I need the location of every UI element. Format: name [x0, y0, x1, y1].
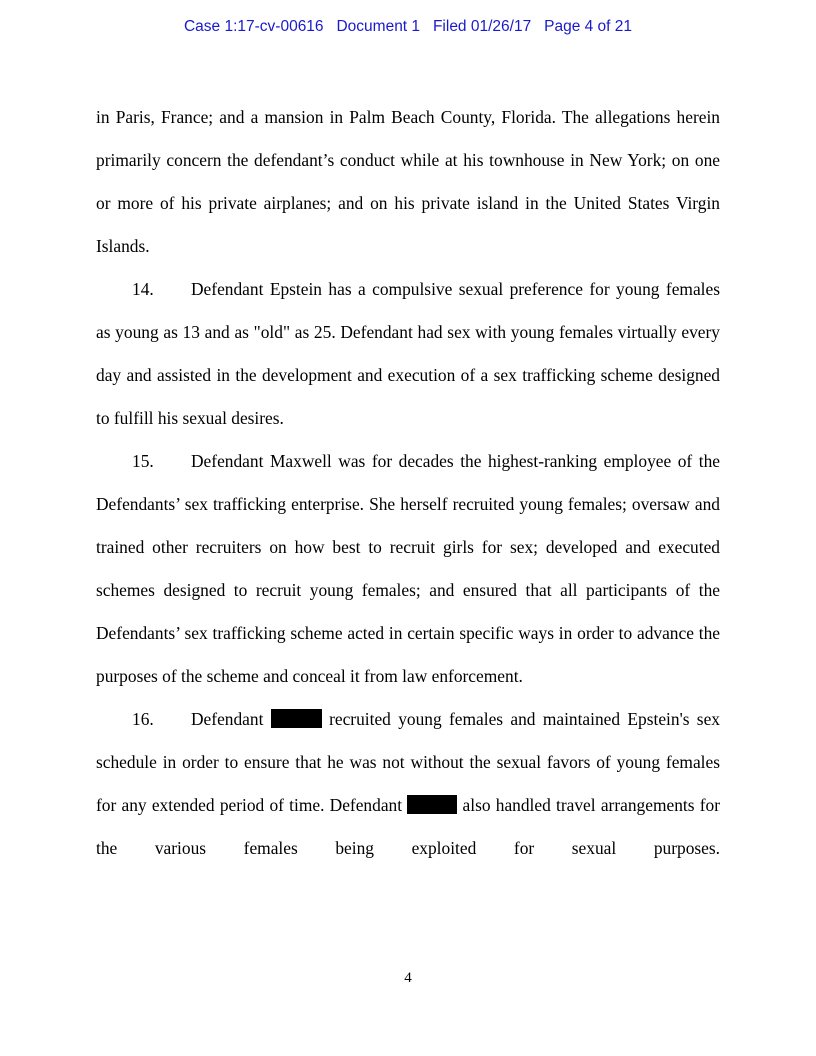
paragraph-continuation: in Paris, France; and a mansion in Palm Beach County, Florida. The allegations herein primarily concern the defendant’s conduct while at his townhouse in New York; on one or more of his private airplanes; and on his private island in the United States Virgin Islands. [96, 107, 720, 256]
paragraph-number: 16. [132, 709, 154, 729]
paragraph-number: 14. [132, 279, 154, 299]
paragraph-text-part: recruited young females and maintained Epstein's sex schedule in order to ensure that he was not without the sexual favors of young females for any extended period of time. Defendant [96, 709, 720, 815]
paragraph-text-part: Defendant [191, 709, 271, 729]
paragraph-text: Defendant Epstein has a compulsive sexual preference for young females as young as 13 and as "old" as 25. Defendant had sex with young females virtually every day and assisted in the development and execution of a sex trafficking scheme designed to fulfill his sexual desires. [96, 279, 720, 428]
redaction-block [271, 709, 322, 728]
paragraph-14 [96, 268, 720, 440]
paragraph-15 [96, 440, 720, 698]
paragraph-number: 15. [132, 451, 154, 471]
redaction-block [407, 795, 457, 814]
case-header: Case 1:17-cv-00616 Document 1 Filed 01/26/17 Page 4 of 21 [183, 18, 633, 35]
paragraph-text-part: also handled travel arrangements for the various females being exploited for sexual purposes. [96, 795, 720, 858]
paragraph-text: Defendant Maxwell was for decades the highest-ranking employee of the Defendants’ sex trafficking enterprise. She herself recruited young females; oversaw and trained other recruiters on how best to recruit girls for sex; developed and executed schemes designed to recruit young females; and ensured that all participants of the Defendants’ sex trafficking scheme acted in certain specific ways in order to advance the purposes of the scheme and conceal it from law enforcement. [96, 451, 720, 686]
page-number: 4 [404, 970, 412, 986]
document-body [96, 96, 720, 870]
paragraph-16 [96, 698, 720, 870]
